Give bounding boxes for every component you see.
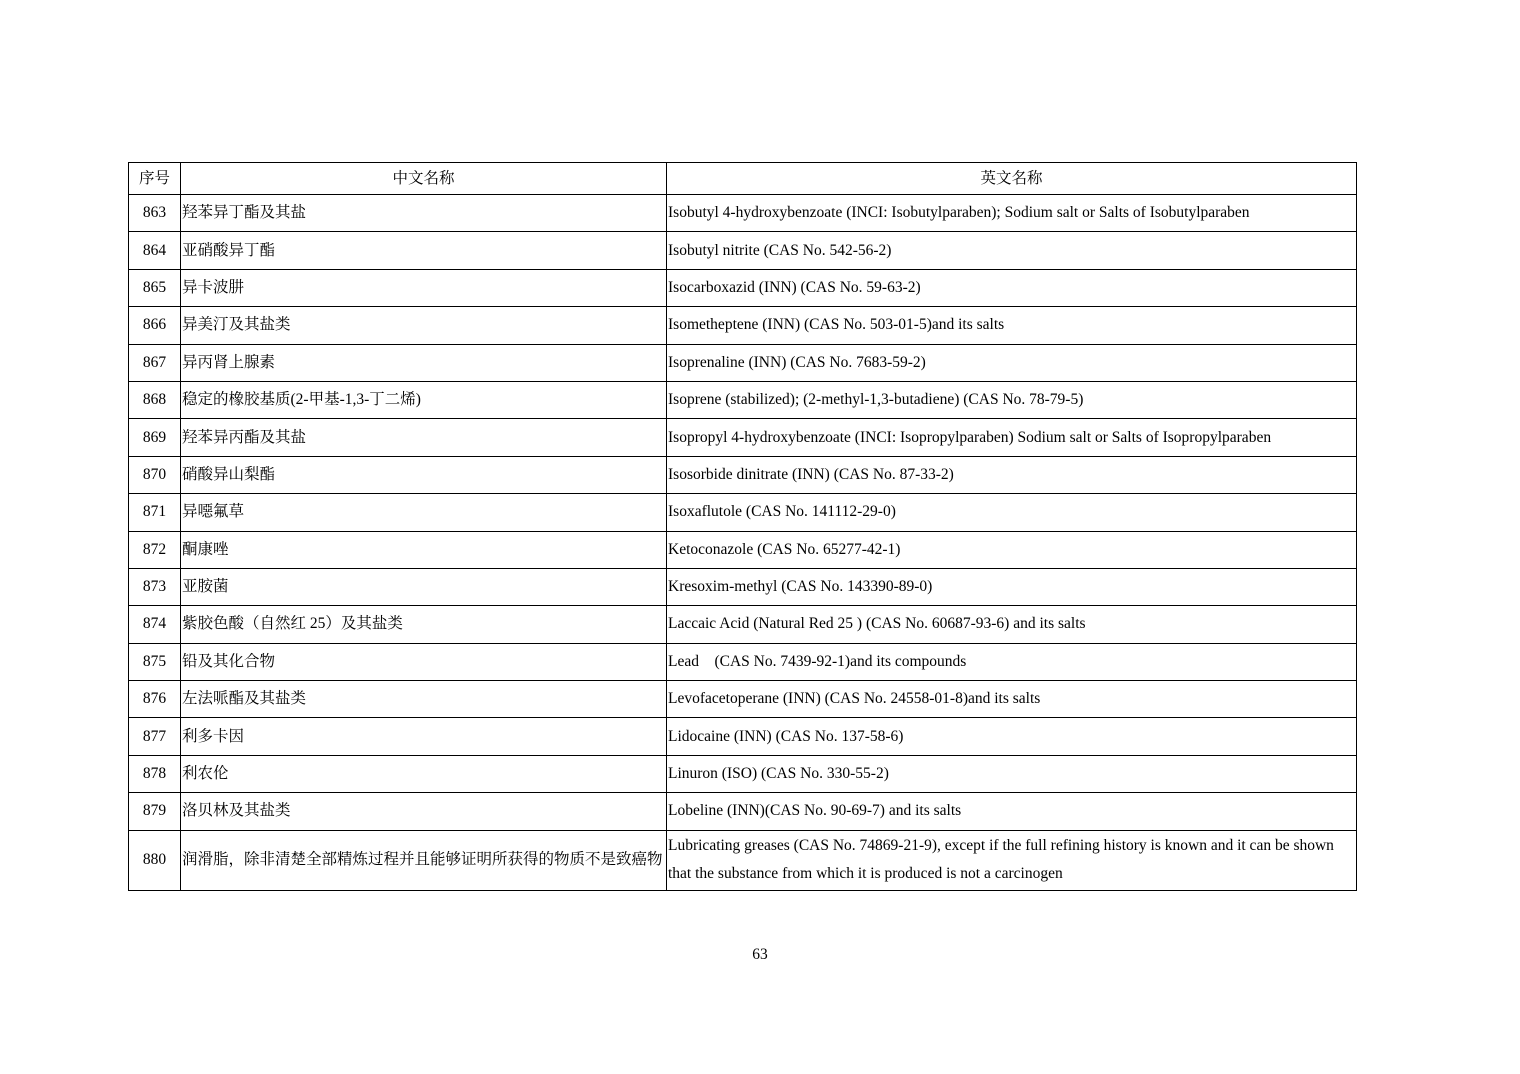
table-row xyxy=(129,606,1357,643)
table-row xyxy=(129,232,1357,269)
row-chinese-name: 异丙肾上腺素 xyxy=(181,344,667,381)
row-number: 866 xyxy=(129,307,181,344)
table-row xyxy=(129,419,1357,456)
row-number: 879 xyxy=(129,793,181,830)
row-chinese-name: 利农伦 xyxy=(181,755,667,792)
row-english-name: Levofacetoperane (INN) (CAS No. 24558-01-8)and its salts xyxy=(667,681,1357,718)
row-chinese-name: 铅及其化合物 xyxy=(181,643,667,680)
row-chinese-name: 利多卡因 xyxy=(181,718,667,755)
row-english-name: Isocarboxazid (INN) (CAS No. 59-63-2) xyxy=(667,269,1357,306)
row-english-name: Isometheptene (INN) (CAS No. 503-01-5)and its salts xyxy=(667,307,1357,344)
row-english-name: Linuron (ISO) (CAS No. 330-55-2) xyxy=(667,755,1357,792)
row-english-name: Isopropyl 4-hydroxybenzoate (INCI: Isopropylparaben) Sodium salt or Salts of Isopropylparaben xyxy=(667,419,1357,456)
row-number: 868 xyxy=(129,381,181,418)
row-number: 865 xyxy=(129,269,181,306)
row-number: 877 xyxy=(129,718,181,755)
row-chinese-name: 羟苯异丁酯及其盐 xyxy=(181,195,667,232)
row-chinese-name: 酮康唑 xyxy=(181,531,667,568)
row-english-name: Isoprene (stabilized); (2-methyl-1,3-butadiene) (CAS No. 78-79-5) xyxy=(667,381,1357,418)
table-row xyxy=(129,568,1357,605)
row-english-name: Isoprenaline (INN) (CAS No. 7683-59-2) xyxy=(667,344,1357,381)
table-row xyxy=(129,381,1357,418)
row-number: 870 xyxy=(129,456,181,493)
table-row xyxy=(129,456,1357,493)
row-number: 867 xyxy=(129,344,181,381)
row-english-name: Isobutyl nitrite (CAS No. 542-56-2) xyxy=(667,232,1357,269)
substance-table xyxy=(128,162,1357,891)
row-english-name: Isoxaflutole (CAS No. 141112-29-0) xyxy=(667,494,1357,531)
row-number: 869 xyxy=(129,419,181,456)
row-english-name: Lidocaine (INN) (CAS No. 137-58-6) xyxy=(667,718,1357,755)
row-chinese-name: 亚硝酸异丁酯 xyxy=(181,232,667,269)
table-row xyxy=(129,718,1357,755)
table-row xyxy=(129,344,1357,381)
row-english-name: Laccaic Acid (Natural Red 25 ) (CAS No. 60687-93-6) and its salts xyxy=(667,606,1357,643)
row-english-name: Lubricating greases (CAS No. 74869-21-9), except if the full refining history is known and it can be shown that the substance from which it is produced is not a carcinogen xyxy=(667,830,1357,890)
table-row xyxy=(129,195,1357,232)
row-chinese-name: 羟苯异丙酯及其盐 xyxy=(181,419,667,456)
row-number: 878 xyxy=(129,755,181,792)
row-chinese-name: 稳定的橡胶基质(2-甲基-1,3-丁二烯) xyxy=(181,381,667,418)
row-number: 871 xyxy=(129,494,181,531)
table-row xyxy=(129,755,1357,792)
table-row xyxy=(129,830,1357,890)
page-number: 63 xyxy=(752,946,768,963)
table-row xyxy=(129,269,1357,306)
row-number: 880 xyxy=(129,830,181,890)
row-chinese-name: 异美汀及其盐类 xyxy=(181,307,667,344)
row-english-name: Lobeline (INN)(CAS No. 90-69-7) and its salts xyxy=(667,793,1357,830)
row-english-name: Isosorbide dinitrate (INN) (CAS No. 87-33-2) xyxy=(667,456,1357,493)
header-chinese-name: 中文名称 xyxy=(181,163,667,195)
table-row xyxy=(129,307,1357,344)
row-number: 863 xyxy=(129,195,181,232)
row-number: 875 xyxy=(129,643,181,680)
row-english-name: Isobutyl 4-hydroxybenzoate (INCI: Isobutylparaben); Sodium salt or Salts of Isobutylparaben xyxy=(667,195,1357,232)
table-row xyxy=(129,681,1357,718)
row-english-name: Lead (CAS No. 7439-92-1)and its compounds xyxy=(667,643,1357,680)
row-number: 864 xyxy=(129,232,181,269)
row-chinese-name: 润滑脂，除非清楚全部精炼过程并且能够证明所获得的物质不是致癌物 xyxy=(181,830,667,890)
header-serial-number: 序号 xyxy=(129,163,181,195)
row-number: 873 xyxy=(129,568,181,605)
row-english-name: Ketoconazole (CAS No. 65277-42-1) xyxy=(667,531,1357,568)
row-chinese-name: 硝酸异山梨酯 xyxy=(181,456,667,493)
row-chinese-name: 亚胺菌 xyxy=(181,568,667,605)
row-number: 872 xyxy=(129,531,181,568)
row-chinese-name: 洛贝林及其盐类 xyxy=(181,793,667,830)
table-row xyxy=(129,643,1357,680)
row-chinese-name: 紫胶色酸（自然红 25）及其盐类 xyxy=(181,606,667,643)
row-chinese-name: 异卡波肼 xyxy=(181,269,667,306)
row-number: 874 xyxy=(129,606,181,643)
row-number: 876 xyxy=(129,681,181,718)
row-chinese-name: 异噁氟草 xyxy=(181,494,667,531)
header-english-name: 英文名称 xyxy=(667,163,1357,195)
table-header-row xyxy=(129,163,1357,195)
row-chinese-name: 左法哌酯及其盐类 xyxy=(181,681,667,718)
table-row xyxy=(129,494,1357,531)
table-row xyxy=(129,531,1357,568)
table-row xyxy=(129,793,1357,830)
row-english-name: Kresoxim-methyl (CAS No. 143390-89-0) xyxy=(667,568,1357,605)
